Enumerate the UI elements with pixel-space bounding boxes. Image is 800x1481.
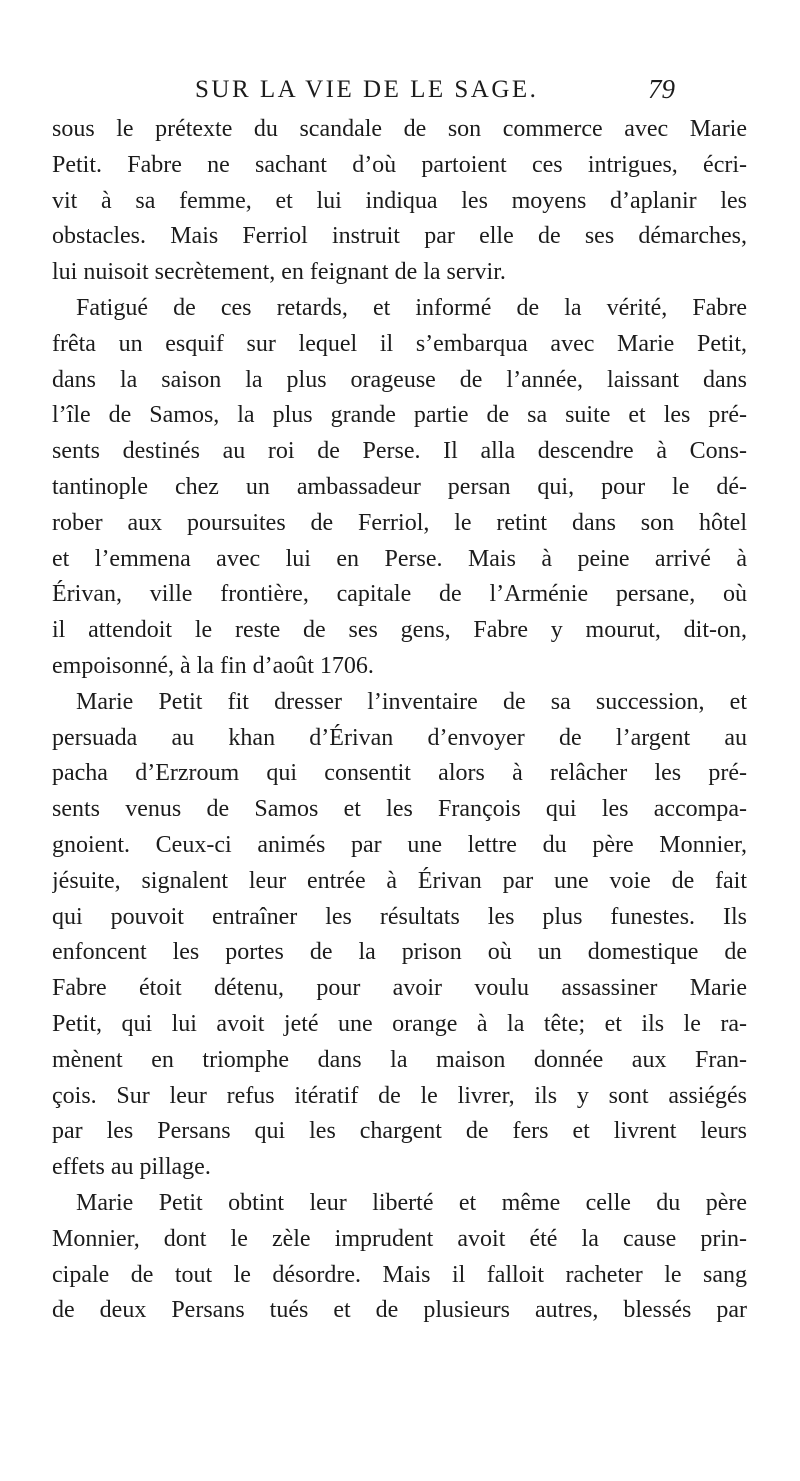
text-line: sents destinés au roi de Perse. Il alla descendre à Cons- [52,438,747,465]
text-line: Fatigué de ces retards, et informé de la vérité, Fabre [76,294,747,321]
text-line: gnoient. Ceux-ci animés par une lettre du père Monnier, [52,831,747,858]
text-line: Marie Petit obtint leur liberté et même celle du père [76,1189,747,1216]
text-line: tantinople chez un ambassadeur persan qui, pour le dé- [52,473,747,500]
text-line: de deux Persans tués et de plusieurs autres, blessés par [52,1297,747,1324]
text-line: empoisonné, à la fin d’août 1706. [52,652,374,679]
text-line: lui nuisoit secrètement, en feignant de la servir. [52,259,506,286]
text-line: vit à sa femme, et lui indiqua les moyens d’aplanir les [52,187,747,214]
text-line: effets au pillage. [52,1154,211,1181]
text-line: pacha d’Erzroum qui consentit alors à relâcher les pré- [52,760,747,787]
text-line: çois. Sur leur refus itératif de le livrer, ils y sont assiégés [52,1082,747,1109]
text-line: il attendoit le reste de ses gens, Fabre y mourut, dit-on, [52,617,747,644]
text-line: Fabre étoit détenu, pour avoir voulu assassiner Marie [52,975,747,1002]
text-line: l’île de Samos, la plus grande partie de sa suite et les pré- [52,402,747,429]
body-text [52,112,747,1329]
text-line: Petit. Fabre ne sachant d’où partoient ces intrigues, écri- [52,151,747,178]
page-number: 79 [648,74,675,104]
text-line: jésuite, signalent leur entrée à Érivan par une voie de fait [52,867,747,894]
text-line: enfoncent les portes de la prison où un domestique de [52,939,747,966]
text-line: par les Persans qui les chargent de fers et livrent leurs [52,1118,747,1145]
text-line: frêta un esquif sur lequel il s’embarqua avec Marie Petit, [52,330,747,357]
text-line: sous le prétexte du scandale de son commerce avec Marie [52,116,747,142]
text-line: dans la saison la plus orageuse de l’année, laissant dans [52,366,747,393]
text-line: qui pouvoit entraîner les résultats les plus funestes. Ils [52,903,747,930]
text-line: mènent en triomphe dans la maison donnée aux Fran- [52,1046,747,1073]
text-line: rober aux poursuites de Ferriol, le retint dans son hôtel [52,509,747,536]
text-line: sents venus de Samos et les François qui les accompa- [52,796,747,823]
text-line: Monnier, dont le zèle imprudent avoit été la cause prin- [52,1225,747,1252]
running-head [195,76,675,112]
text-line: Érivan, ville frontière, capitale de l’Arménie persane, où [52,581,747,608]
text-line: Marie Petit fit dresser l’inventaire de sa succession, et [76,688,747,715]
text-line: cipale de tout le désordre. Mais il falloit racheter le sang [52,1261,747,1288]
text-line: Petit, qui lui avoit jeté une orange à la tête; et ils le ra- [52,1010,747,1037]
text-line: obstacles. Mais Ferriol instruit par elle de ses démarches, [52,223,747,250]
text-line: persuada au khan d’Érivan d’envoyer de l’argent au [52,724,747,751]
running-title: SUR LA VIE DE LE SAGE. [195,76,539,103]
text-line: et l’emmena avec lui en Perse. Mais à peine arrivé à [52,545,747,572]
